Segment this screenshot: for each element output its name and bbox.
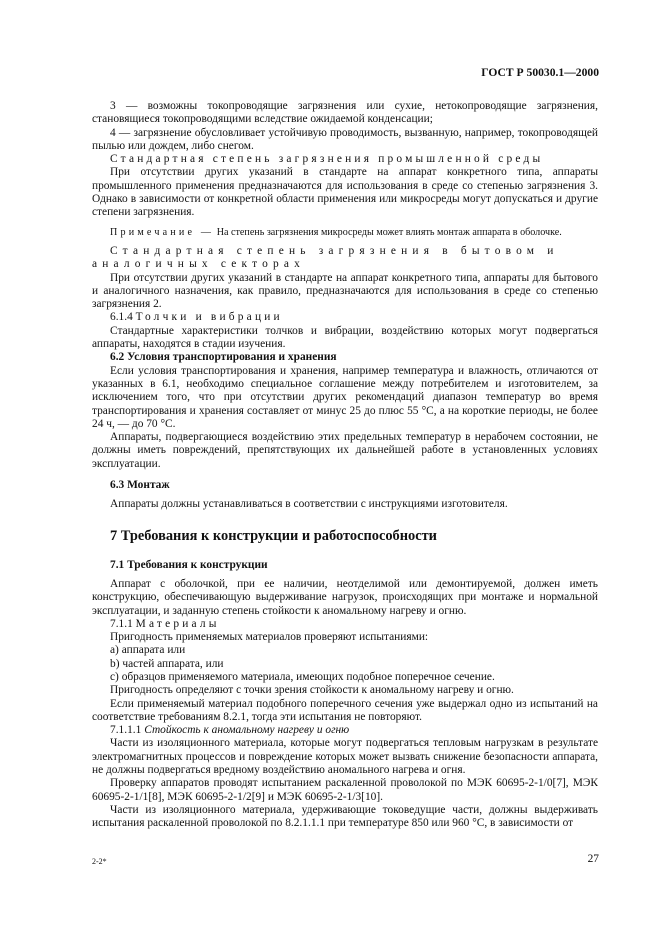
clause-7-1-1-1 <box>92 724 598 737</box>
paragraph: 3 — возможны токопроводящие загрязнения или сухие, нетокопроводящие загрязнения, становящиеся токопроводящими вследствие ожидаемой конденсации; <box>92 100 598 126</box>
paragraph: Части из изоляционного материала, удерживающие токоведущие части, должны выдерживать испытания раскаленной проволокой по 8.2.1.1.1 при температуре 850 или 960 °С, в зависимости от <box>92 803 598 830</box>
clause-title: Стойкость к аномальному нагреву и огню <box>144 724 350 737</box>
section-6-3-heading: 6.3 Монтаж <box>110 479 170 492</box>
paragraph: Если условия транспортирования и хранения, например температура и влажность, отличаются от указанных в 6.1, необходимо специальное соглашение между потребителем и изготовителем, за исключением того, что при отсутствии других рекомендаций диапазон температур во время транспортирования и хранения составляет от минус 25 до плюс 55 °С, а на короткие периоды, не более 24 ч, — до 70 °С. <box>92 364 598 430</box>
paragraph: Аппараты должны устанавливаться в соответствии с инструкциями изготовителя. <box>110 498 508 511</box>
paragraph: Аппараты, подвергающиеся воздействию этих предельных температур в нерабочем состоянии, не должны иметь повреждений, препятствующих их дальнейшей работе в установленных условиях эксплуатации. <box>92 431 598 470</box>
section-6-2-heading: 6.2 Условия транспортирования и хранения <box>110 351 337 364</box>
clause-7-1-1 <box>92 618 598 631</box>
paragraph: Пригодность применяемых материалов проверяют испытаниями: <box>110 631 429 644</box>
note-text: На степень загрязнения микросреды может влиять монтаж аппарата в оболочке. <box>216 226 562 238</box>
section-7-heading: 7 Требования к конструкции и работоспособности <box>110 527 437 544</box>
subheading-industrial: Стандартная степень загрязнения промышленной среды <box>110 153 544 166</box>
clause-number: 7.1.1.1 <box>110 724 142 737</box>
clause-6-1-4 <box>92 311 598 324</box>
paragraph: 4 — загрязнение обусловливает устойчивую проводимость, вызванную, например, токопроводящей пылью или дождем, либо снегом. <box>92 126 598 152</box>
list-item: a) аппарата или <box>110 644 186 657</box>
clause-number: 7.1.1 <box>110 617 133 630</box>
section-7-1-heading: 7.1 Требования к конструкции <box>110 558 268 571</box>
clause-title: Материалы <box>135 617 220 630</box>
sheet-mark: 2-2* <box>92 857 107 866</box>
paragraph: Пригодность определяют с точки зрения стойкости к аномальному нагреву и огню. <box>110 684 514 697</box>
paragraph: Аппарат с оболочкой, при ее наличии, неотделимой или демонтируемой, должен иметь конструкцию, обеспечивающую выдерживание нагрузок, происходящих при монтаже и нормальной эксплуатации, и заданную степень стойкости к аномальному нагреву и огню. <box>92 577 598 617</box>
clause-number: 6.1.4 <box>110 311 133 324</box>
note-label: Примечание — <box>110 226 215 238</box>
note <box>92 226 598 239</box>
paragraph: Стандартные характеристики толчков и вибрации, воздействию которых могут подвергаться аппараты, находятся в стадии изучения. <box>92 324 598 351</box>
paragraph: Если применяемый материал подобного поперечного сечения уже выдержал одно из испытаний на соответствие требованиям 8.2.1, тогда эти испытания не повторяют. <box>92 697 598 723</box>
list-item: c) образцов применяемого материала, имеющих подобное поперечное сечение. <box>110 670 495 683</box>
subheading-household: Стандартная степень загрязнения в бытовом и аналогичных секторах <box>92 244 559 271</box>
document-code: ГОСТ Р 50030.1—2000 <box>481 66 599 79</box>
paragraph: Проверку аппаратов проводят испытанием раскаленной проволокой по МЭК 60695-2-1/0[7], МЭК 60695-2-1/1[8], МЭК 60695-2-1/2[9] и МЭК 60695-2-1/3[10]. <box>92 777 598 803</box>
page-number: 27 <box>587 853 599 865</box>
paragraph: При отсутствии других указаний в стандарте на аппарат конкретного типа, аппараты для бытового и аналогичного назначения, как правило, предназначаются для использования в среде со степенью загрязнения 2. <box>92 271 598 311</box>
page-body <box>92 100 598 831</box>
list-item: b) частей аппарата, или <box>110 657 224 670</box>
clause-title: Толчки и вибрации <box>135 311 283 324</box>
paragraph: Части из изоляционного материала, которые могут подвергаться тепловым нагрузкам в результате электромагнитных процессов и повреждение которых может вызвать снижение безопасности аппарата, не должны подвергаться вредному воздействию аномального нагрева и огня. <box>92 737 598 777</box>
paragraph: При отсутствии других указаний в стандарте на аппарат конкретного типа, аппараты промышленного применения предназначаются для использования в среде со степенью загрязнения 3. Однако в зависимости от конкретной области применения или микросреды могут допускаться и другие степени загрязнения. <box>92 166 598 219</box>
